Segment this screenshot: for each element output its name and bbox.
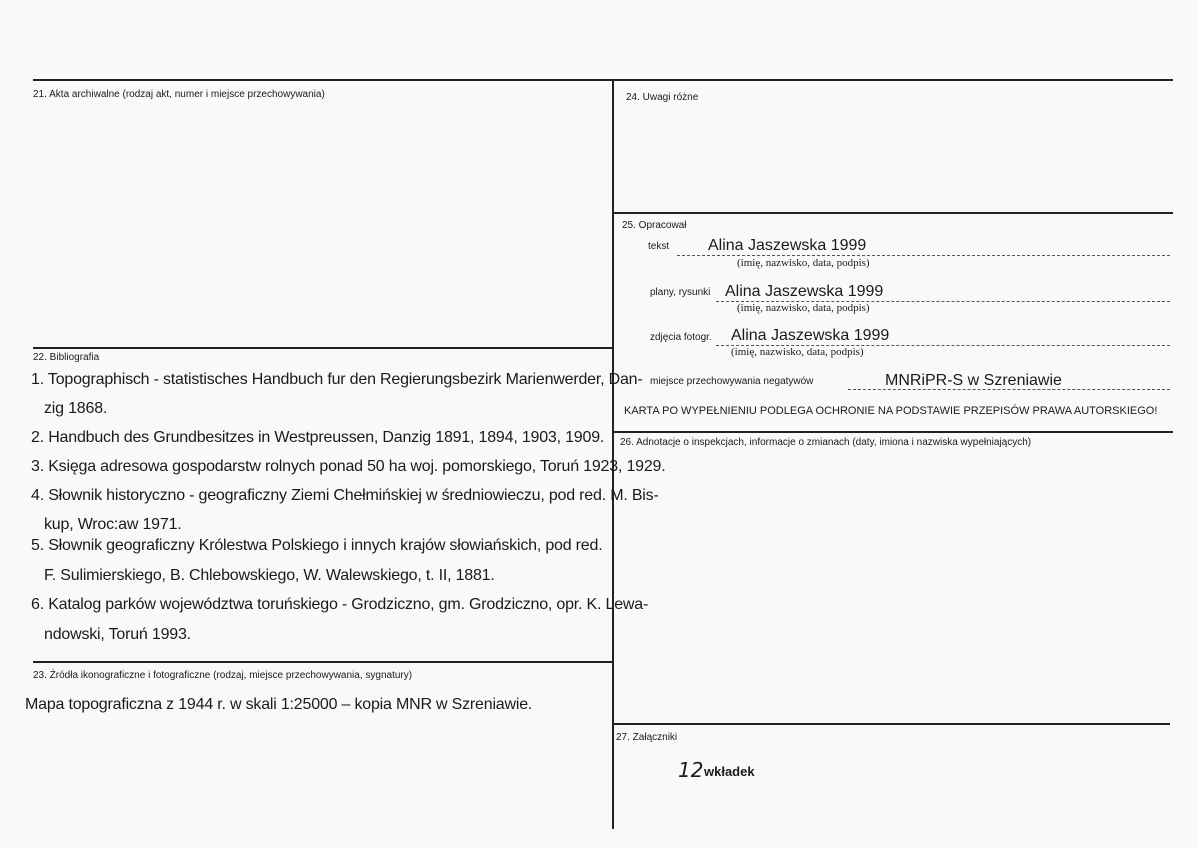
top-rule	[33, 79, 1173, 81]
copyright-notice: KARTA PO WYPEŁNIENIU PODLEGA OCHRONIE NA PODSTAWIE PRZEPISÓW PRAWA AUTORSKIEGO!	[624, 405, 1158, 417]
iconographic-sources-text: Mapa topograficzna z 1944 r. w skali 1:25000 – kopia MNR w Szreniawie.	[25, 696, 533, 713]
section-23-label: 23. Źródła ikonograficzne i fotograficzne (rodzaj, miejsce przechowywania, sygnatury)	[33, 670, 413, 681]
bibliography-line: kup, Wroc:aw 1971.	[44, 516, 182, 533]
section-22-label: 22. Bibliografia	[33, 352, 100, 363]
bibliography-line: 4. Słownik historyczno - geograficzny Ziemi Chełmińskiej w średniowieczu, pod red. M. Bis-	[31, 487, 659, 504]
section-26-label: 26. Adnotacje o inspekcjach, informacje o zmianach (daty, imiona i nazwiska wypełniających)	[620, 437, 1032, 448]
photos-author-value: Alina Jaszewska 1999	[731, 327, 890, 344]
photos-author-label: zdjęcia fotogr.	[650, 332, 712, 343]
section-21-label: 21. Akta archiwalne (rodzaj akt, numer i miejsce przechowywania)	[33, 89, 325, 100]
section-27-label: 27. Załączniki	[616, 732, 678, 743]
rule-24-25	[613, 212, 1173, 214]
bibliography-line: ndowski, Toruń 1993.	[44, 626, 191, 643]
photos-author-hint: (imię, nazwisko, data, podpis)	[731, 346, 864, 358]
text-author-underline	[677, 255, 1170, 256]
bibliography-line: 6. Katalog parków województwa toruńskiego - Grodziczno, gm. Grodziczno, opr. K. Lewa-	[31, 596, 649, 613]
bibliography-line: 2. Handbuch des Grundbesitzes in Westpreussen, Danzig 1891, 1894, 1903, 1909.	[31, 429, 605, 446]
bibliography-line: 3. Księga adresowa gospodarstw rolnych ponad 50 ha woj. pomorskiego, Toruń 1923, 1929.	[31, 458, 666, 475]
negatives-storage-underline	[848, 389, 1170, 390]
rule-26-27	[613, 723, 1170, 725]
bibliography-line: zig 1868.	[44, 400, 108, 417]
text-author-hint: (imię, nazwisko, data, podpis)	[737, 257, 870, 269]
plans-author-label: plany, rysunki	[650, 287, 711, 298]
attachments-count: 12	[678, 758, 704, 782]
bibliography-line: F. Sulimierskiego, B. Chlebowskiego, W. Walewskiego, t. II, 1881.	[44, 567, 495, 584]
text-author-value: Alina Jaszewska 1999	[708, 237, 867, 254]
rule-22-23	[33, 661, 613, 663]
rule-21-22	[33, 347, 613, 349]
rule-25-26	[613, 431, 1173, 433]
negatives-storage-value: MNRiPR-S w Szreniawie	[885, 372, 1062, 389]
bibliography-line: 5. Słownik geograficzny Królestwa Polskiego i innych krajów słowiańskich, pod red.	[31, 537, 603, 554]
text-author-label: tekst	[648, 241, 670, 252]
bibliography-line: 1. Topographisch - statistisches Handbuch fur den Regierungsbezirk Marienwerder, Dan-	[31, 371, 643, 388]
section-25-label: 25. Opracował	[622, 220, 687, 231]
center-divider	[612, 79, 614, 829]
plans-author-hint: (imię, nazwisko, data, podpis)	[737, 302, 870, 314]
negatives-storage-label: miejsce przechowywania negatywów	[650, 376, 814, 387]
attachments-text: wkładek	[704, 764, 755, 779]
section-24-label: 24. Uwagi różne	[626, 92, 699, 103]
plans-author-value: Alina Jaszewska 1999	[725, 283, 884, 300]
